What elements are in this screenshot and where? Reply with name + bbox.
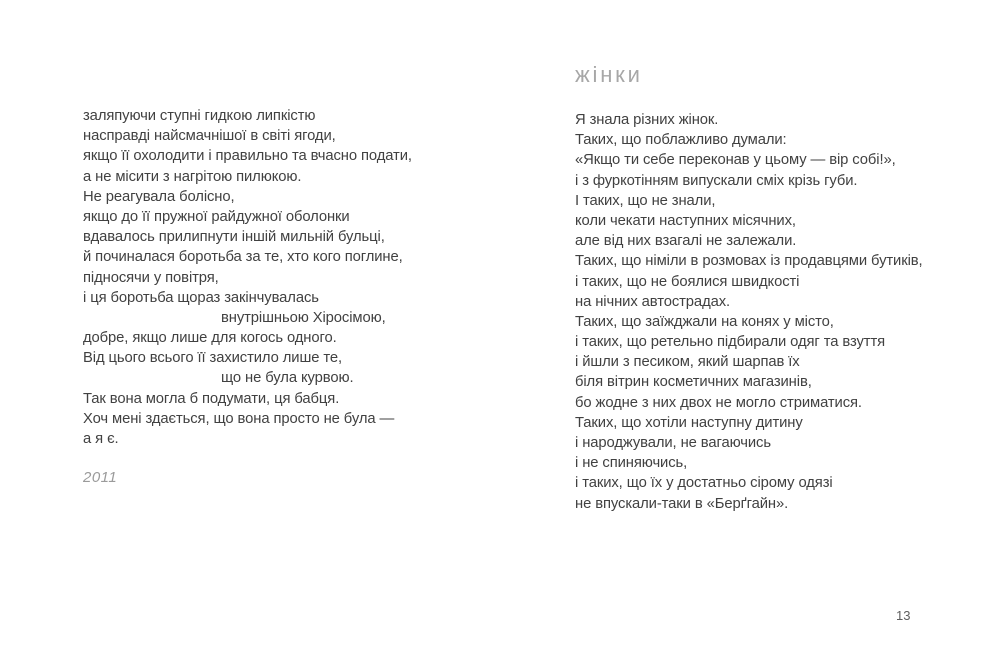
left-poem <box>83 106 513 486</box>
poem-line: але від них взагалі не залежали. <box>575 233 797 250</box>
poem-line: якщо її охолодити і правильно та вчасно подати, <box>83 148 412 165</box>
poem-line: Так вона могла б подумати, ця бабця. <box>83 390 340 407</box>
right-poem <box>575 63 991 514</box>
poem-line: Не реагувала болісно, <box>83 188 235 205</box>
poem-line: Я знала різних жінок. <box>575 112 719 128</box>
poem-line: добре, якщо лише для когось одного. <box>83 330 337 347</box>
poem-line: Хоч мені здається, що вона просто не була — <box>83 410 395 427</box>
poem-line: і таких, що ретельно підбирали одяг та взуття <box>575 334 886 351</box>
poem-line: насправді найсмачнішої в світі ягоди, <box>83 128 336 145</box>
poem-line: бо жодне з них двох не могло стриматися. <box>575 394 862 411</box>
poem-line: і ця боротьба щораз закінчувалась <box>83 289 319 306</box>
poem-line: «Якщо ти себе переконав у цьому — вір собі!», <box>575 152 896 169</box>
poem-line: підносячи у повітря, <box>83 269 219 286</box>
poem-line: Від цього всього її захистило лише те, <box>83 350 343 367</box>
poem-line: і народжували, не вагаючись <box>575 435 771 451</box>
poem-line: заляпуючи ступні гидкою липкістю <box>83 108 316 124</box>
poem-line: на нічних автострадах. <box>575 293 731 310</box>
poem-line: і таких, що не боялися швидкості <box>575 273 800 290</box>
poem-line: а не місити з нагрітою пилюкою. <box>83 168 302 185</box>
poem-line: внутрішньою Хіросімою, <box>221 309 386 326</box>
poem-line: коли чекати наступних місячних, <box>575 212 796 229</box>
poem-line: і не спиняючись, <box>575 455 688 472</box>
poem-title: жінки <box>575 62 643 87</box>
poem-line: що не була курвою. <box>221 370 354 387</box>
poem-line: і йшли з песиком, який шарпав їх <box>575 354 800 371</box>
poem-line: біля вітрин косметичних магазинів, <box>575 374 812 391</box>
poem-line: і таких, що їх у достатньо сірому одязі <box>575 475 833 492</box>
poem-line: Таких, що заїжджали на конях у місто, <box>575 313 834 330</box>
poem-line: а я є. <box>83 431 119 447</box>
left-poem-lines <box>83 106 513 449</box>
poem-line: вдавалось прилипнути іншій мильній бульці, <box>83 229 385 246</box>
poem-line: якщо до її пружної райдужної оболонки <box>83 208 350 225</box>
poem-line: й починалася боротьба за те, хто кого поглине, <box>83 249 403 266</box>
poem-line: не впускали-таки в «Берґгайн». <box>575 495 789 512</box>
right-poem-lines <box>575 110 991 514</box>
poem-line: і з фуркотінням випускали сміх крізь губи. <box>575 172 858 189</box>
poem-line: Таких, що німіли в розмовах із продавцями бутиків, <box>575 253 923 270</box>
poem-line: Таких, що хотіли наступну дитину <box>575 414 803 431</box>
poem-line: Таких, що поблажливо думали: <box>575 132 787 149</box>
page-number: 13 <box>896 608 911 623</box>
poem-line: І таких, що не знали, <box>575 192 716 209</box>
poem-year: 2011 <box>83 469 118 486</box>
